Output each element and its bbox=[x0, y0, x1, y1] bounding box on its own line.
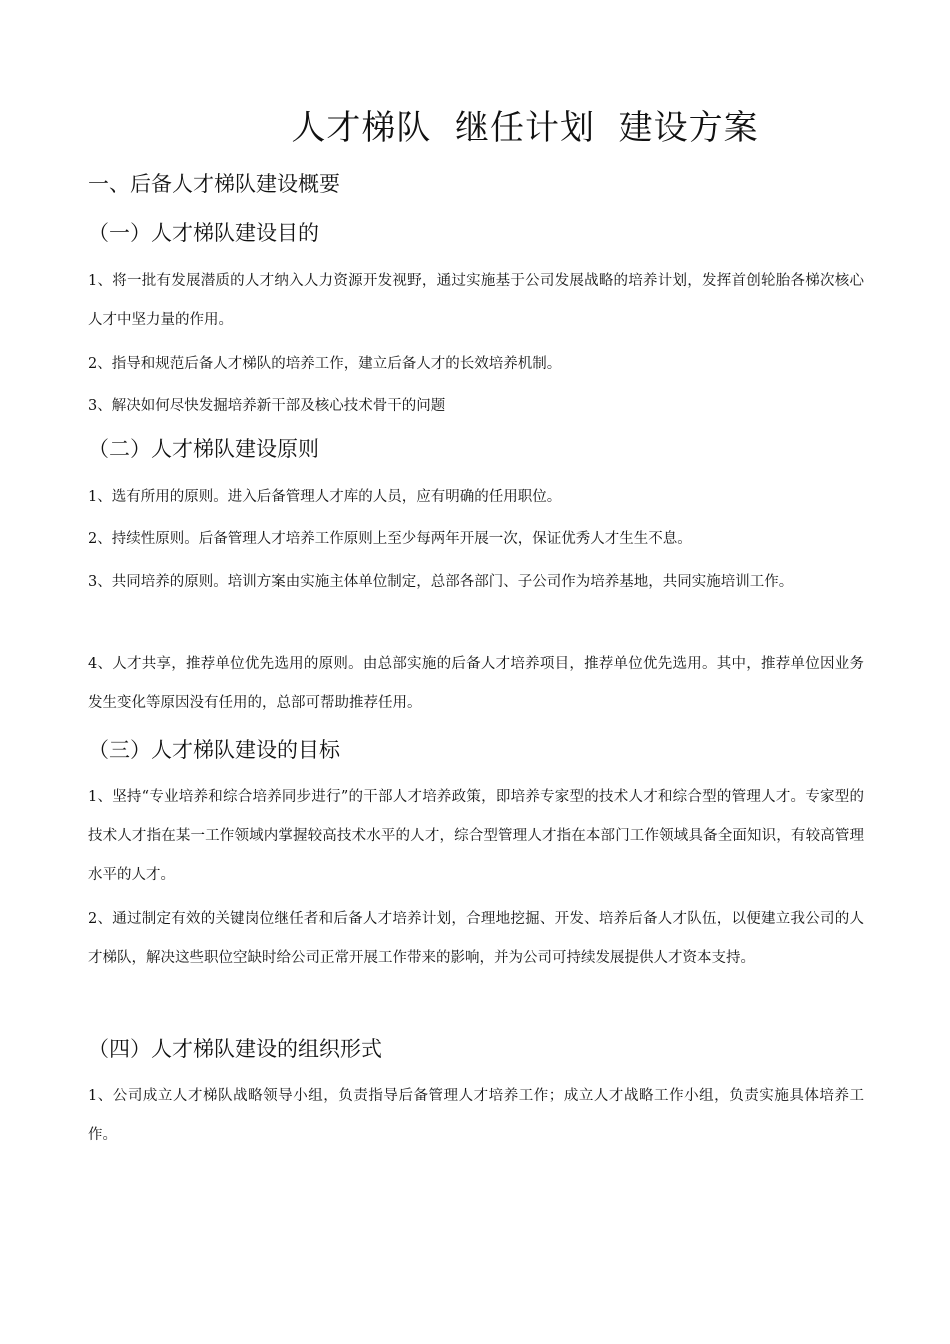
paragraph: 2、指导和规范后备人才梯队的培养工作，建立后备人才的长效培养机制。 bbox=[88, 356, 562, 372]
document-title: 人才梯队 继任计划 建设方案 bbox=[291, 108, 759, 148]
subsection-heading-principles: （二）人才梯队建设原则 bbox=[88, 437, 319, 461]
paragraph: 2、通过制定有效的关键岗位继任者和后备人才培养计划，合理地挖掘、开发、培养后备人才队伍，以便建立我公司的人才梯队，解决这些职位空缺时给公司正常开展工作带来的影响，并为公司可持续发展提供人才资本支持。 bbox=[88, 911, 864, 966]
subsection-heading-goals: （三）人才梯队建设的目标 bbox=[88, 738, 340, 762]
paragraph: 3、共同培养的原则。培训方案由实施主体单位制定，总部各部门、子公司作为培养基地，共同实施培训工作。 bbox=[88, 574, 794, 590]
paragraph: 1、选有所用的原则。进入后备管理人才库的人员，应有明确的任用职位。 bbox=[88, 489, 562, 505]
paragraph: 3、解决如何尽快发掘培养新干部及核心技术骨干的问题 bbox=[88, 398, 446, 414]
paragraph: 1、坚持“专业培养和综合培养同步进行”的干部人才培养政策，即培养专家型的技术人才和综合型的管理人才。专家型的技术人才指在某一工作领域内掌握较高技术水平的人才，综合型管理人才指在本部门工作领域具备全面知识，有较高管理水平的人才。 bbox=[88, 789, 864, 883]
paragraph: 1、公司成立人才梯队战略领导小组，负责指导后备管理人才培养工作；成立人才战略工作小组，负责实施具体培养工作。 bbox=[88, 1088, 864, 1143]
paragraph: 1、将一批有发展潜质的人才纳入人力资源开发视野，通过实施基于公司发展战略的培养计划，发挥首创轮胎各梯次核心人才中坚力量的作用。 bbox=[88, 273, 864, 328]
paragraph: 2、持续性原则。后备管理人才培养工作原则上至少每两年开展一次，保证优秀人才生生不息。 bbox=[88, 531, 692, 547]
subsection-heading-purpose: （一）人才梯队建设目的 bbox=[88, 221, 319, 245]
section-heading: 一、后备人才梯队建设概要 bbox=[88, 172, 340, 196]
paragraph: 4、人才共享，推荐单位优先选用的原则。由总部实施的后备人才培养项目，推荐单位优先选用。其中，推荐单位因业务发生变化等原因没有任用的，总部可帮助推荐任用。 bbox=[88, 656, 864, 711]
subsection-heading-organization: （四）人才梯队建设的组织形式 bbox=[88, 1037, 382, 1061]
